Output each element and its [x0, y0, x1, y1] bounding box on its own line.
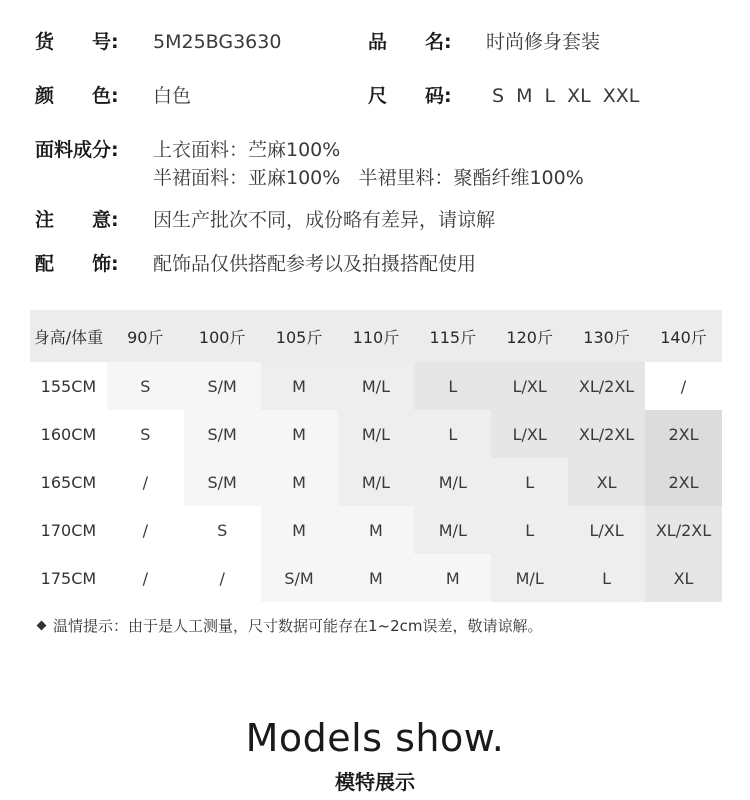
size-cell: L	[414, 410, 491, 458]
weight-header: 100斤	[184, 310, 261, 362]
height-cell: 170CM	[30, 506, 107, 554]
size-cell: M/L	[414, 506, 491, 554]
size-cell: M	[338, 506, 415, 554]
size-value: S	[492, 85, 505, 107]
weight-header: 120斤	[491, 310, 568, 362]
weight-header: 105斤	[261, 310, 338, 362]
note-value: 因生产批次不同，成份略有差异，请谅解	[153, 209, 496, 231]
weight-header: 110斤	[338, 310, 415, 362]
color-value: 白色	[153, 85, 192, 107]
size-cell: S/M	[184, 458, 261, 506]
size-cell: M	[261, 458, 338, 506]
size-cell: S	[184, 506, 261, 554]
product-info	[35, 28, 725, 278]
size-cell: M/L	[414, 458, 491, 506]
size-cell: L	[491, 458, 568, 506]
table-row	[30, 410, 722, 458]
height-cell: 155CM	[30, 362, 107, 410]
accessory-value: 配饰品仅供搭配参考以及拍摄搭配使用	[153, 253, 477, 275]
size-cell: M	[338, 554, 415, 602]
size-cell: 2XL	[645, 458, 722, 506]
note-row	[35, 206, 725, 234]
table-row	[30, 458, 722, 506]
size-cell: L	[414, 362, 491, 410]
models-subtitle: 模特展示	[335, 770, 415, 794]
size-value: XL	[567, 85, 591, 107]
size-table	[30, 310, 722, 602]
size-cell: XL/2XL	[568, 362, 645, 410]
table-row	[30, 362, 722, 410]
table-row	[30, 554, 722, 602]
size-cell: XL	[645, 554, 722, 602]
fabric-lines	[153, 136, 584, 192]
accessory-label: 配 饰:	[35, 253, 119, 275]
size-values	[486, 85, 651, 107]
fabric-row	[35, 136, 725, 192]
size-cell: S	[107, 362, 184, 410]
size-cell: L	[491, 506, 568, 554]
table-row	[30, 506, 722, 554]
size-cell: L	[568, 554, 645, 602]
fabric-line-skirt: 半裙面料：亚麻100% 半裙里料：聚酯纤维100%	[153, 167, 584, 189]
size-cell: M	[414, 554, 491, 602]
accessory-row	[35, 250, 725, 278]
size-cell: XL/2XL	[568, 410, 645, 458]
product-name-value: 时尚修身套装	[486, 31, 601, 53]
size-cell: L/XL	[568, 506, 645, 554]
size-cell: M	[261, 362, 338, 410]
height-cell: 160CM	[30, 410, 107, 458]
size-value: M	[516, 85, 533, 107]
size-cell: M	[261, 410, 338, 458]
item-number-value: 5M25BG3630	[153, 31, 282, 53]
fabric-label: 面料成分:	[35, 139, 119, 161]
size-group	[368, 82, 651, 110]
size-cell: /	[184, 554, 261, 602]
color-row	[35, 82, 725, 110]
size-cell: S/M	[261, 554, 338, 602]
corner-header: 身高/体重	[30, 310, 107, 362]
size-cell: S	[107, 410, 184, 458]
size-cell: M/L	[338, 410, 415, 458]
diamond-icon	[37, 621, 47, 631]
product-name-label: 品 名:	[368, 31, 452, 53]
size-cell: /	[645, 362, 722, 410]
weight-header: 115斤	[414, 310, 491, 362]
size-cell: M/L	[338, 362, 415, 410]
item-number-row	[35, 28, 725, 56]
size-cell: S/M	[184, 362, 261, 410]
measurement-tip	[38, 615, 543, 636]
size-cell: M	[261, 506, 338, 554]
product-name-group	[368, 28, 600, 56]
size-value: L	[544, 85, 556, 107]
size-cell: /	[107, 458, 184, 506]
models-title: Models show.	[245, 716, 505, 760]
tip-text: 温情提示：由于是人工测量，尺寸数据可能存在1~2cm误差，敬请谅解。	[53, 617, 543, 635]
size-cell: XL	[568, 458, 645, 506]
size-cell: L/XL	[491, 410, 568, 458]
item-number-label: 货 号:	[35, 31, 119, 53]
size-cell: L/XL	[491, 362, 568, 410]
height-cell: 165CM	[30, 458, 107, 506]
size-cell: 2XL	[645, 410, 722, 458]
note-label: 注 意:	[35, 209, 119, 231]
size-cell: S/M	[184, 410, 261, 458]
size-cell: /	[107, 554, 184, 602]
color-label: 颜 色:	[35, 85, 119, 107]
size-cell: /	[107, 506, 184, 554]
weight-header: 140斤	[645, 310, 722, 362]
size-value: XXL	[602, 85, 640, 107]
size-cell: M/L	[491, 554, 568, 602]
weight-header: 130斤	[568, 310, 645, 362]
size-table-header	[30, 310, 722, 362]
fabric-line-top: 上衣面料：苎麻100%	[153, 139, 341, 161]
size-cell: M/L	[338, 458, 415, 506]
weight-header: 90斤	[107, 310, 184, 362]
size-label: 尺 码:	[368, 85, 452, 107]
height-cell: 175CM	[30, 554, 107, 602]
size-chart	[30, 310, 722, 602]
size-cell: XL/2XL	[645, 506, 722, 554]
